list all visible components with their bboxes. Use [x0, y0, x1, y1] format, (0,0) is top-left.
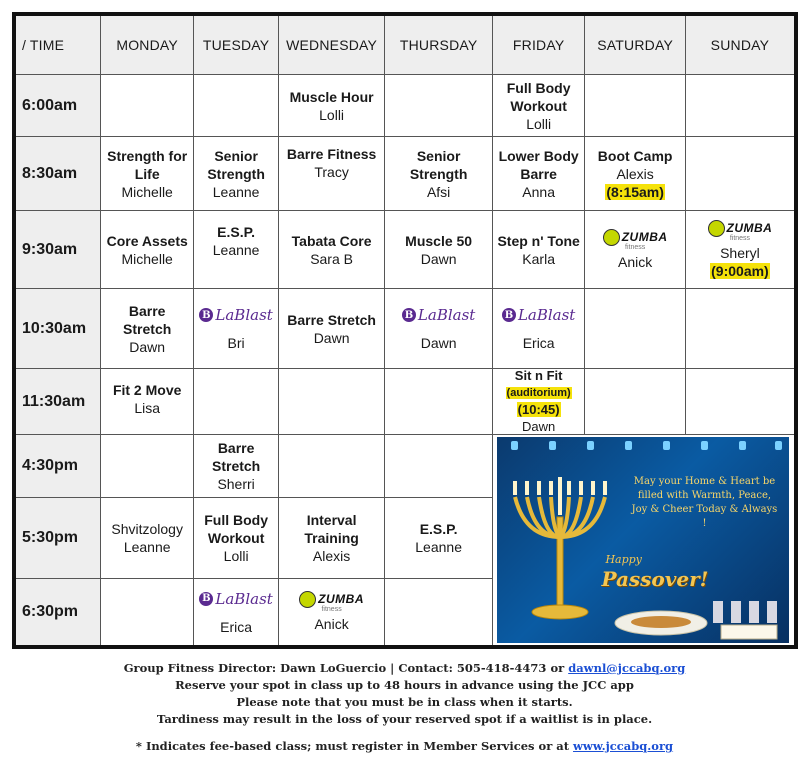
time-note-badge: (10:45) — [517, 402, 560, 417]
footer-fee-line — [0, 738, 809, 755]
class-name: Shvitzology — [111, 520, 183, 537]
lablast-icon: B — [199, 308, 213, 322]
class-name: Boot Camp — [597, 147, 673, 164]
header-row — [14, 14, 796, 75]
time-label: 5:30pm — [14, 497, 100, 578]
class-cell — [100, 289, 193, 369]
class-cell — [194, 578, 278, 647]
zumba-icon — [708, 220, 725, 237]
instructor-name: Lisa — [134, 400, 161, 416]
time-label: 4:30pm — [14, 435, 100, 498]
cell-empty — [585, 289, 686, 369]
class-name: Core Assets — [106, 232, 188, 249]
class-name: Tabata Core — [291, 232, 372, 249]
passover-greeting-image — [497, 437, 789, 643]
instructor-name: Leanne — [212, 242, 260, 258]
zumba-logo — [603, 229, 668, 251]
cell-empty — [685, 75, 796, 137]
schedule-table — [12, 12, 798, 649]
class-name: Sit n Fit — [514, 368, 563, 383]
zumba-sub: fitness — [729, 234, 751, 242]
class-cell — [100, 369, 193, 435]
class-name: Interval Training — [304, 511, 359, 546]
class-name: Senior Strength — [409, 147, 468, 182]
class-cell — [585, 211, 686, 289]
class-cell — [194, 435, 278, 498]
zumba-logo — [299, 591, 364, 613]
lablast-wordmark: LaBlast — [417, 306, 476, 325]
instructor-name: Lolli — [526, 115, 552, 132]
class-name: Lower Body Barre — [498, 147, 579, 182]
time-label: 6:00am — [14, 75, 100, 137]
time-label: 9:30am — [14, 211, 100, 289]
cell-empty — [278, 435, 385, 498]
cell-empty — [385, 369, 493, 435]
class-cell — [385, 289, 493, 369]
class-cell — [278, 578, 385, 647]
footer-info — [0, 660, 809, 755]
instructor-name: Afsi — [426, 183, 451, 200]
cell-empty — [685, 137, 796, 211]
class-name: Fit 2 Move — [112, 382, 182, 398]
class-name: Barre Fitness — [286, 146, 377, 162]
header-sunday: SUNDAY — [685, 14, 796, 75]
header-tuesday: TUESDAY — [194, 14, 278, 75]
class-name: Strength for Life — [107, 147, 188, 182]
lablast-icon: B — [199, 592, 213, 606]
time-note-badge: (8:15am) — [606, 183, 664, 200]
instructor-name: Dawn — [420, 335, 457, 352]
class-name: Senior Strength — [207, 147, 265, 182]
header-wednesday: WEDNESDAY — [278, 14, 385, 75]
instructor-name: Lolli — [223, 547, 249, 564]
cell-empty — [278, 369, 385, 435]
instructor-name: Anna — [522, 183, 555, 200]
class-cell — [100, 497, 193, 578]
header-thursday: THURSDAY — [385, 14, 493, 75]
lablast-icon: B — [502, 308, 516, 322]
footer-reserve-line: Reserve your spot in class up to 48 hours in advance using the JCC app — [175, 678, 634, 692]
class-cell — [278, 497, 385, 578]
instructor-name: Michelle — [121, 183, 173, 200]
class-cell — [194, 137, 278, 211]
instructor-name: Alexis — [312, 547, 351, 564]
class-cell — [685, 211, 796, 289]
lablast-logo — [402, 306, 475, 324]
row-11-30am — [14, 369, 796, 435]
instructor-name: Dawn — [420, 250, 457, 267]
lablast-icon: B — [402, 308, 416, 322]
website-link[interactable]: www.jccabq.org — [573, 739, 674, 753]
time-note-badge: (9:00am) — [711, 262, 769, 279]
class-cell — [385, 137, 493, 211]
cell-empty — [585, 75, 686, 137]
class-cell — [492, 137, 584, 211]
header-friday: FRIDAY — [492, 14, 584, 75]
class-cell — [385, 211, 493, 289]
zumba-icon — [603, 229, 620, 246]
row-4-30pm — [14, 435, 796, 498]
zumba-logo — [708, 220, 773, 242]
time-label: 6:30pm — [14, 578, 100, 647]
time-label: 8:30am — [14, 137, 100, 211]
class-cell — [278, 289, 385, 369]
email-link[interactable]: dawnl@jccabq.org — [568, 661, 686, 675]
row-10-30am — [14, 289, 796, 369]
location-badge: (auditorium) — [506, 387, 571, 399]
instructor-name: Dawn — [129, 338, 166, 355]
fee-note: * Indicates fee-based class; must register in Member Services or at — [135, 739, 570, 753]
class-name: E.S.P. — [217, 224, 256, 240]
cell-empty — [585, 369, 686, 435]
instructor-name: Leanne — [415, 538, 462, 555]
class-cell — [492, 75, 584, 137]
instructor-name: Leanne — [212, 183, 260, 200]
instructor-name: Alexis — [616, 165, 654, 182]
class-name: Barre Stretch — [123, 302, 172, 337]
lablast-logo — [199, 590, 272, 608]
class-cell — [100, 211, 193, 289]
instructor-name: Dawn — [522, 419, 556, 434]
time-label: 10:30am — [14, 289, 100, 369]
cell-empty — [385, 578, 493, 647]
class-cell — [278, 211, 385, 289]
instructor-name: Sherri — [217, 475, 255, 492]
class-cell — [194, 289, 278, 369]
cell-empty — [685, 289, 796, 369]
instructor-name: Sheryl — [720, 244, 760, 261]
header-saturday: SATURDAY — [585, 14, 686, 75]
class-cell — [492, 289, 584, 369]
zumba-sub: fitness — [321, 605, 342, 613]
zumba-sub: fitness — [625, 243, 646, 251]
instructor-name: Leanne — [123, 538, 171, 555]
class-cell — [278, 75, 385, 137]
class-cell — [385, 497, 493, 578]
class-cell — [492, 211, 584, 289]
instructor-name: Dawn — [313, 329, 350, 346]
cell-empty — [685, 369, 796, 435]
header-time: / TIME — [14, 14, 100, 75]
instructor-name: Erica — [522, 335, 555, 352]
instructor-name: Karla — [522, 250, 555, 267]
time-label: 11:30am — [14, 369, 100, 435]
class-name: Muscle Hour — [289, 88, 374, 105]
class-cell — [492, 369, 584, 435]
seder-plate-icon — [601, 597, 781, 641]
zumba-wordmark: ZUMBA — [726, 221, 773, 235]
class-name: Full Body Workout — [204, 511, 268, 546]
footer-director-line — [0, 660, 809, 677]
class-cell — [100, 137, 193, 211]
cell-empty — [100, 435, 193, 498]
cell-empty — [385, 75, 493, 137]
lablast-wordmark: LaBlast — [215, 306, 273, 325]
class-name: Muscle 50 — [405, 232, 473, 249]
row-6-00am — [14, 75, 796, 137]
class-name: Barre Stretch — [287, 311, 376, 328]
lablast-wordmark: LaBlast — [215, 589, 273, 608]
zumba-wordmark: ZUMBA — [621, 230, 668, 244]
menorah-icon — [505, 477, 615, 627]
promo-cell — [492, 435, 796, 648]
instructor-name: Bri — [227, 335, 245, 352]
lablast-logo — [502, 306, 575, 324]
zumba-icon — [299, 591, 316, 608]
director-contact: Group Fitness Director: Dawn LoGuercio | Contact: 505-418-4473 or — [123, 661, 565, 675]
cell-empty — [194, 369, 278, 435]
lablast-wordmark: LaBlast — [517, 306, 576, 325]
class-cell — [278, 137, 385, 211]
footer-punctual-line: Please note that you must be in class when it starts. — [236, 695, 573, 709]
row-8-30am — [14, 137, 796, 211]
cell-empty — [385, 435, 493, 498]
greeting-message: May your Home & Heart be filled with Warmth, Peace, Joy & Cheer Today & Always ! — [631, 476, 778, 529]
class-name: Full Body Workout — [506, 79, 571, 114]
row-9-30am — [14, 211, 796, 289]
greeting-happy: Happy — [605, 553, 642, 566]
instructor-name: Anick — [314, 615, 349, 632]
greeting-passover: Passover! — [601, 567, 709, 591]
instructor-name: Lolli — [319, 106, 345, 123]
cell-empty — [194, 75, 278, 137]
lablast-logo — [199, 306, 272, 324]
footer-tardiness-line: Tardiness may result in the loss of your reserved spot if a waitlist is in place. — [156, 712, 653, 726]
cell-empty — [100, 578, 193, 647]
header-monday: MONDAY — [100, 14, 193, 75]
zumba-wordmark: ZUMBA — [318, 592, 364, 607]
instructor-name: Tracy — [314, 164, 349, 180]
instructor-name: Anick — [618, 253, 653, 270]
class-name: E.S.P. — [419, 520, 458, 537]
class-cell — [194, 211, 278, 289]
instructor-name: Sara B — [310, 250, 353, 267]
instructor-name: Erica — [220, 618, 253, 635]
cell-empty — [100, 75, 193, 137]
class-cell — [194, 497, 278, 578]
class-cell — [585, 137, 686, 211]
class-name: Step n' Tone — [497, 232, 580, 249]
instructor-name: Michelle — [121, 250, 173, 267]
class-name: Barre Stretch — [212, 439, 261, 474]
